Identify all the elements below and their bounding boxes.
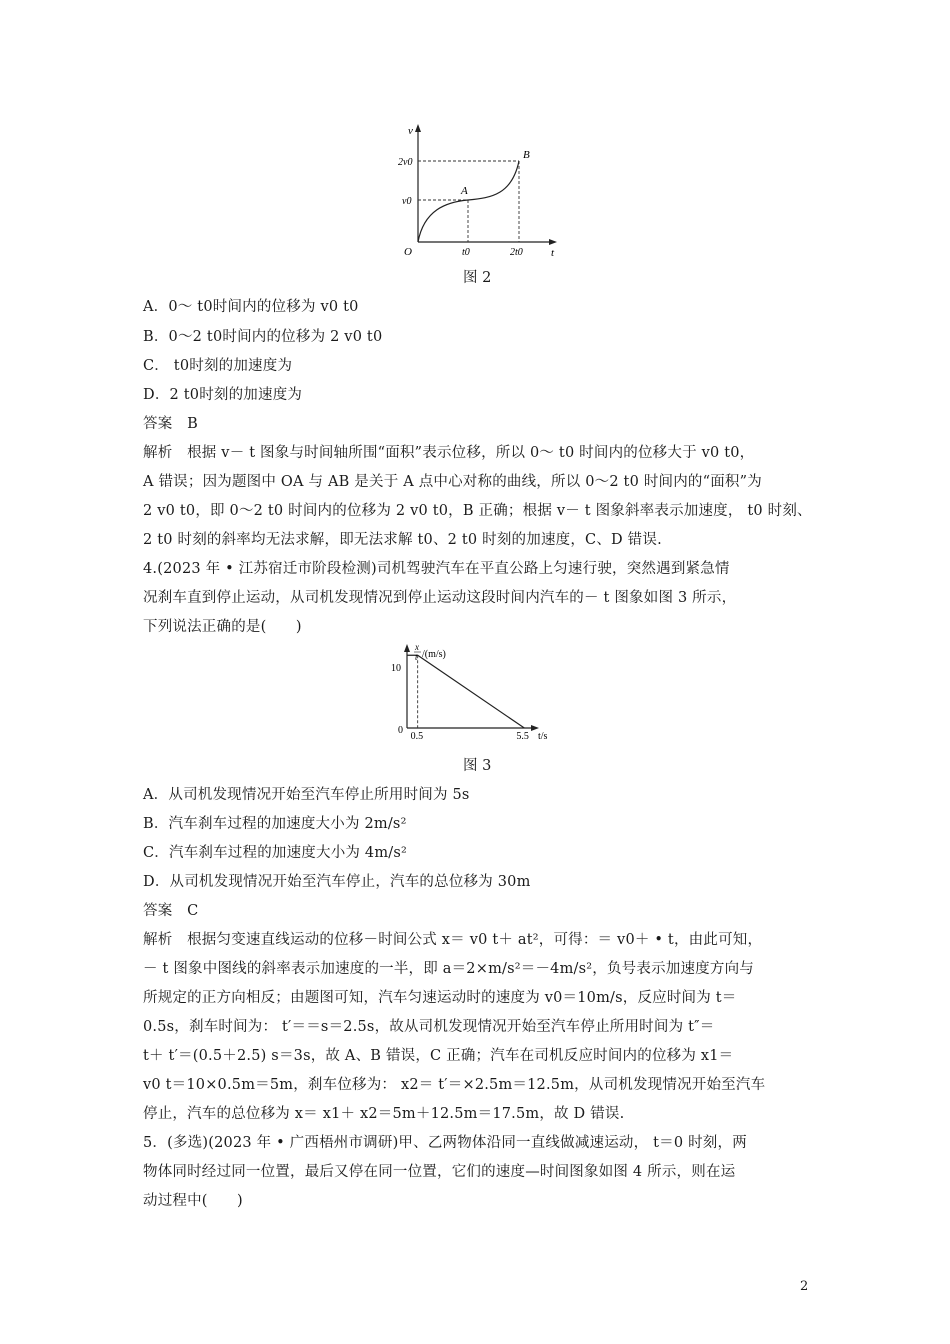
fig3-y-label-num: x (415, 642, 419, 652)
q4-option-a: A．从司机发现情况开始至汽车停止所用时间为 5s (143, 787, 470, 803)
label-origin: O (404, 246, 412, 258)
q3-option-a: A．0～ t0时间内的位移为 v0 t0 (143, 299, 359, 315)
q4-analysis-line-1: 解析 根据匀变速直线运动的位移－时间公式 x＝ v0 t＋ at²，可得：＝ v0＋ • t，由此可知， (143, 932, 763, 948)
t-axis-arrow (549, 239, 557, 245)
label-t: t (551, 247, 555, 259)
curve-OAB (418, 161, 519, 242)
v-axis-arrow (415, 124, 421, 132)
fig3-origin: 0 (398, 725, 403, 736)
q4-answer: 答案 C (143, 903, 199, 919)
q4-analysis-line-5: t＋ t′＝(0.5＋2.5) s＝3s，故 A、B 错误，C 正确；汽车在司机反应时间内的位移为 x1＝ (143, 1048, 734, 1064)
fig3-y-tick-10: 10 (391, 663, 401, 674)
q4-analysis-line-7: 停止，汽车的总位移为 x＝ x1＋ x2＝5m＋12.5m＝17.5m，故 D 错误. (143, 1106, 625, 1122)
q5-stem-line-2: 物体同时经过同一位置，最后又停在同一位置，它们的速度—时间图象如图 4 所示，则在运 (143, 1164, 736, 1180)
label-v: v (408, 125, 413, 137)
q4-option-b: B．汽车刹车过程的加速度大小为 2m/s² (143, 816, 407, 832)
q4-stem-line-3: 下列说法正确的是( ) (143, 619, 302, 635)
figure-3-caption: 图 3 (463, 758, 492, 774)
fig3-x-tick-0.5: 0.5 (410, 731, 424, 742)
q4-analysis-line-6: v0 t＝10×0.5m＝5m，刹车位移为： x2＝ t′＝×2.5m＝12.5m，从司机发现情况开始至汽车 (143, 1077, 766, 1093)
q3-analysis-line-3: 2 v0 t0，即 0～2 t0 时间内的位移为 2 v0 t0，B 正确；根据 v－ t 图象斜率表示加速度， t0 时刻、 (143, 503, 812, 519)
fig3-y-label-den: t (415, 652, 418, 662)
fig3-y-axis-arrow (404, 644, 410, 652)
q4-option-d: D．从司机发现情况开始至汽车停止，汽车的总位移为 30m (143, 874, 531, 890)
q4-analysis-line-2: － t 图象中图线的斜率表示加速度的一半，即 a＝2×m/s²＝－4m/s²，负号表示加速度方向与 (143, 961, 754, 977)
q4-option-c: C．汽车刹车过程的加速度大小为 4m/s² (143, 845, 408, 861)
figure-2-caption: 图 2 (463, 270, 492, 286)
fig3-x-tick-5.5: 5.5 (516, 731, 529, 742)
label-2t0: 2t0 (510, 247, 523, 258)
q3-option-c: C． t0时刻的加速度为 (143, 358, 293, 374)
label-A: A (461, 185, 468, 197)
q5-stem-line-1: 5．(多选)(2023 年 • 广西梧州市调研)甲、乙两物体沿同一直线做减速运动， t＝0 时刻，两 (143, 1135, 747, 1151)
q4-stem-line-1: 4.(2023 年 • 江苏宿迁市阶段检测)司机驾驶汽车在平直公路上匀速行驶，突然遇到紧急情 (143, 561, 730, 577)
q3-analysis-line-4: 2 t0 时刻的斜率均无法求解，即无法求解 t0、2 t0 时刻的加速度，C、D 错误. (143, 532, 662, 548)
fig3-y-unit: /(m/s) (422, 649, 446, 660)
q3-analysis-line-2: A 错误；因为题图中 OA 与 AB 是关于 A 点中心对称的曲线，所以 0～2 t0 时间内的“面积”为 (143, 474, 762, 490)
fig3-x-label: t/s (538, 731, 548, 742)
label-B: B (523, 149, 530, 161)
label-2v0: 2v0 (398, 157, 413, 168)
q3-option-b: B．0～2 t0时间内的位移为 2 v0 t0 (143, 329, 383, 345)
figure-2-vt-graph (388, 120, 568, 260)
q3-answer: 答案 B (143, 416, 198, 432)
label-v0: v0 (402, 196, 412, 207)
page-number: 2 (800, 1279, 809, 1294)
q3-option-d: D．2 t0时刻的加速度为 (143, 387, 303, 403)
q3-analysis-line-1: 解析 根据 v－ t 图象与时间轴所围“面积”表示位移，所以 0～ t0 时间内的位移大于 v0 t0， (143, 445, 755, 461)
q4-analysis-line-3: 所规定的正方向相反；由题图可知，汽车匀速运动时的速度为 v0＝10m/s，反应时间为 t＝ (143, 990, 737, 1006)
label-t0: t0 (462, 247, 470, 258)
q5-stem-line-3: 动过程中( ) (143, 1193, 243, 1209)
q4-stem-line-2: 况刹车直到停止运动，从司机发现情况到停止运动这段时间内汽车的－ t 图象如图 3 所示， (143, 590, 737, 606)
q4-analysis-line-4: 0.5s，刹车时间为： t′＝＝s＝2.5s，故从司机发现情况开始至汽车停止所用时间为 t″＝ (143, 1019, 715, 1035)
fig3-data-line (407, 655, 524, 728)
figure-3-chart (385, 640, 560, 745)
